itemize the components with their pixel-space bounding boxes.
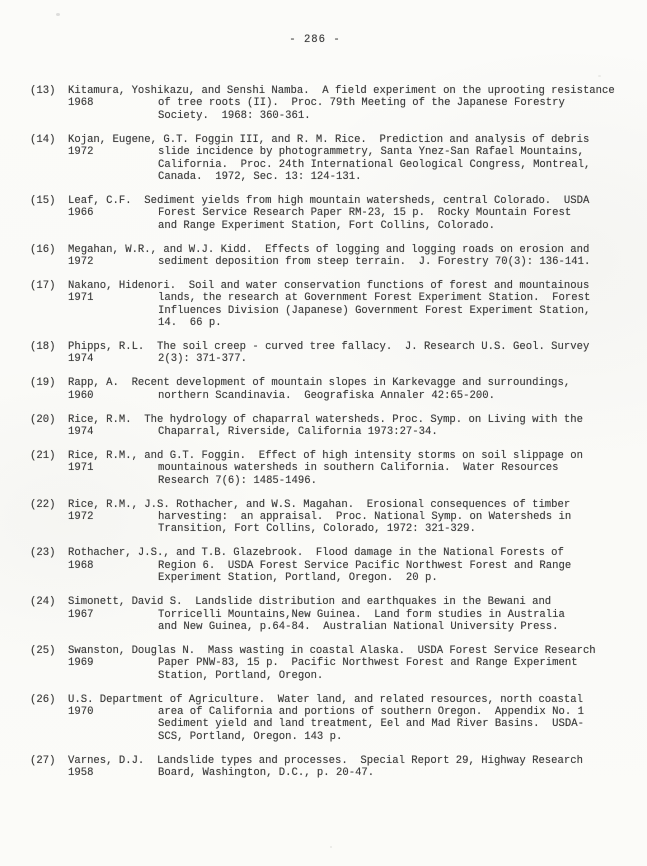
entry-number: (16) bbox=[30, 243, 56, 256]
entry-continuation bbox=[158, 146, 635, 183]
entry-first-line: Rothacher, J.S., and T.B. Glazebrook. Flood damage in the National Forests of bbox=[68, 547, 564, 560]
entry-line: and Range Experiment Station, Fort Collins, Colorado. bbox=[158, 219, 495, 232]
entry-continuation bbox=[158, 511, 635, 536]
reference-entry bbox=[30, 547, 635, 584]
entry-line: SCS, Portland, Oregon. 143 p. bbox=[158, 730, 343, 743]
entry-first-line: Rice, R.M., and G.T. Foggin. Effect of high intensity storms on soil slippage on bbox=[68, 449, 583, 462]
entry-year: 1971 bbox=[68, 292, 94, 305]
entry-number: (24) bbox=[30, 596, 56, 609]
reference-entry bbox=[30, 377, 635, 402]
entry-year: 1969 bbox=[68, 657, 94, 670]
entry-continuation bbox=[158, 560, 635, 585]
entry-line: and New Guinea, p.64-84. Australian National University Press. bbox=[158, 620, 559, 633]
entry-number: (13) bbox=[30, 85, 56, 97]
entry-line: California. Proc. 24th International Geological Congress, Montreal, bbox=[158, 158, 591, 171]
entry-first-line: Rice, R.M. The hydrology of chaparral watersheds. Proc. Symp. on Living with the bbox=[68, 413, 583, 426]
entry-body bbox=[68, 414, 635, 439]
entry-first-line: Phipps, R.L. The soil creep - curved tree fallacy. J. Research U.S. Geol. Survey bbox=[68, 341, 590, 353]
entry-line: northern Scandinavia. Geografiska Annaler 42:65-200. bbox=[158, 389, 495, 402]
entry-first-line: Rapp, A. Recent development of mountain slopes in Karkevagge and surroundings, bbox=[68, 377, 571, 390]
entry-continuation bbox=[158, 292, 635, 329]
entry-line: harvesting: an appraisal. Proc. National Symp. on Watersheds in bbox=[158, 511, 572, 524]
entry-line: Sediment yield and land treatment, Eel and Mad River Basins. USDA- bbox=[158, 718, 584, 731]
entry-first-line: Kojan, Eugene, G.T. Foggin III, and R. M. Rice. Prediction and analysis of debris bbox=[68, 133, 590, 146]
entry-number: (27) bbox=[30, 754, 56, 767]
entry-first-line: U.S. Department of Agriculture. Water land, and related resources, north coastal bbox=[68, 693, 583, 706]
entry-first-line: Nakano, Hidenori. Soil and water conservation functions of forest and mountainous bbox=[68, 279, 590, 292]
entry-body bbox=[68, 195, 635, 232]
entry-line: 14. 66 p. bbox=[158, 317, 222, 330]
entry-first-line: Megahan, W.R., and W.J. Kidd. Effects of logging and logging roads on erosion and bbox=[68, 243, 590, 256]
entry-body bbox=[68, 450, 635, 487]
entry-number: (17) bbox=[30, 279, 56, 292]
entry-body bbox=[68, 596, 635, 633]
entry-line: Paper PNW-83, 15 p. Pacific Northwest Forest and Range Experiment bbox=[158, 657, 578, 670]
entry-line: Canada. 1972, Sec. 13: 124-131. bbox=[158, 170, 362, 183]
entry-year: 1972 bbox=[68, 146, 94, 159]
page-number: - 286 - bbox=[289, 34, 341, 46]
entry-continuation bbox=[158, 256, 635, 268]
entry-number: (21) bbox=[30, 449, 56, 462]
reference-entry bbox=[30, 694, 635, 744]
entry-year: 1972 bbox=[68, 511, 94, 524]
entry-year: 1974 bbox=[68, 353, 94, 366]
entry-year: 1968 bbox=[68, 97, 94, 110]
entry-continuation bbox=[158, 353, 635, 365]
reference-entry bbox=[30, 244, 635, 269]
scan-speck bbox=[330, 846, 332, 848]
entry-body bbox=[68, 280, 635, 330]
entry-line: lands, the research at Government Forest Experiment Station. Forest bbox=[158, 292, 591, 305]
entry-year: 1966 bbox=[68, 207, 94, 220]
entry-year: 1974 bbox=[68, 426, 94, 439]
entry-year: 1958 bbox=[68, 767, 94, 780]
entry-continuation bbox=[158, 462, 635, 487]
reference-entry bbox=[30, 755, 635, 780]
entry-first-line: Swanston, Douglas N. Mass wasting in coastal Alaska. USDA Forest Service Research bbox=[68, 644, 596, 657]
entry-continuation bbox=[158, 767, 635, 779]
entry-line: Experiment Station, Portland, Oregon. 20 p. bbox=[158, 572, 438, 585]
reference-entry bbox=[30, 85, 635, 122]
entry-continuation bbox=[158, 706, 635, 743]
reference-entry bbox=[30, 341, 635, 366]
entry-number: (26) bbox=[30, 693, 56, 706]
reference-entry bbox=[30, 596, 635, 633]
entry-continuation bbox=[158, 207, 635, 232]
entry-year: 1970 bbox=[68, 705, 94, 718]
entry-body bbox=[68, 755, 635, 780]
reference-entry bbox=[30, 280, 635, 330]
entry-body bbox=[68, 85, 635, 122]
scan-speck bbox=[56, 13, 60, 16]
entry-line: sediment deposition from steep terrain. J. Forestry 70(3): 136-141. bbox=[158, 255, 591, 268]
entry-line: mountainous watersheds in southern California. Water Resources bbox=[158, 462, 559, 475]
entry-line: Transition, Fort Collins, Colorado, 1972: 321-329. bbox=[158, 523, 476, 536]
entry-body bbox=[68, 645, 635, 682]
entry-number: (19) bbox=[30, 377, 56, 390]
entry-continuation bbox=[158, 609, 635, 634]
entry-body bbox=[68, 244, 635, 269]
entry-first-line: Kitamura, Yoshikazu, and Senshi Namba. A field experiment on the uprooting resistance bbox=[68, 85, 615, 97]
reference-entry bbox=[30, 195, 635, 232]
entry-first-line: Varnes, D.J. Landslide types and processes. Special Report 29, Highway Research bbox=[68, 754, 583, 767]
entry-year: 1967 bbox=[68, 608, 94, 621]
entry-number: (23) bbox=[30, 547, 56, 560]
entry-number: (15) bbox=[30, 194, 56, 207]
entry-continuation bbox=[158, 390, 635, 402]
reference-entry bbox=[30, 450, 635, 487]
scan-speck bbox=[598, 75, 601, 77]
entry-line: Influences Division (Japanese) Government Forest Experiment Station, bbox=[158, 304, 591, 317]
entry-year: 1968 bbox=[68, 559, 94, 572]
entry-body bbox=[68, 694, 635, 744]
reference-entry bbox=[30, 645, 635, 682]
entry-line: slide incidence by photogrammetry, Santa Ynez-San Rafael Mountains, bbox=[158, 146, 584, 159]
entry-line: 2(3): 371-377. bbox=[158, 353, 248, 366]
entry-line: Board, Washington, D.C., p. 20-47. bbox=[158, 767, 375, 780]
entry-number: (14) bbox=[30, 133, 56, 146]
entry-number: (20) bbox=[30, 413, 56, 426]
entry-line: Society. 1968: 360-361. bbox=[158, 109, 311, 122]
reference-entry bbox=[30, 499, 635, 536]
entry-continuation bbox=[158, 97, 635, 122]
entry-number: (18) bbox=[30, 341, 56, 353]
entry-line: of tree roots (II). Proc. 79th Meeting of the Japanese Forestry bbox=[158, 97, 565, 110]
entry-year: 1971 bbox=[68, 462, 94, 475]
entry-line: Forest Service Research Paper RM-23, 15 p. Rocky Mountain Forest bbox=[158, 207, 572, 220]
entry-number: (22) bbox=[30, 498, 56, 511]
entry-body bbox=[68, 341, 635, 366]
reference-entry bbox=[30, 414, 635, 439]
entry-number: (25) bbox=[30, 644, 56, 657]
reference-list bbox=[30, 85, 635, 791]
entry-continuation bbox=[158, 657, 635, 682]
entry-first-line: Simonett, David S. Landslide distribution and earthquakes in the Bewani and bbox=[68, 596, 552, 609]
entry-body bbox=[68, 377, 635, 402]
entry-line: Region 6. USDA Forest Service Pacific Northwest Forest and Range bbox=[158, 559, 572, 572]
entry-first-line: Rice, R.M., J.S. Rothacher, and W.S. Magahan. Erosional consequences of timber bbox=[68, 498, 571, 511]
entry-first-line: Leaf, C.F. Sediment yields from high mountain watersheds, central Colorado. USDA bbox=[68, 194, 590, 207]
entry-line: Chaparral, Riverside, California 1973:27-34. bbox=[158, 426, 438, 439]
entry-continuation bbox=[158, 426, 635, 438]
entry-line: Research 7(6): 1485-1496. bbox=[158, 474, 317, 487]
entry-year: 1972 bbox=[68, 255, 94, 268]
entry-line: area of California and portions of southern Oregon. Appendix No. 1 bbox=[158, 705, 584, 718]
entry-line: Torricelli Mountains,New Guinea. Land form studies in Australia bbox=[158, 608, 565, 621]
entry-year: 1960 bbox=[68, 389, 94, 402]
entry-body bbox=[68, 134, 635, 184]
entry-body bbox=[68, 547, 635, 584]
entry-line: Station, Portland, Oregon. bbox=[158, 669, 324, 682]
entry-body bbox=[68, 499, 635, 536]
reference-entry bbox=[30, 134, 635, 184]
